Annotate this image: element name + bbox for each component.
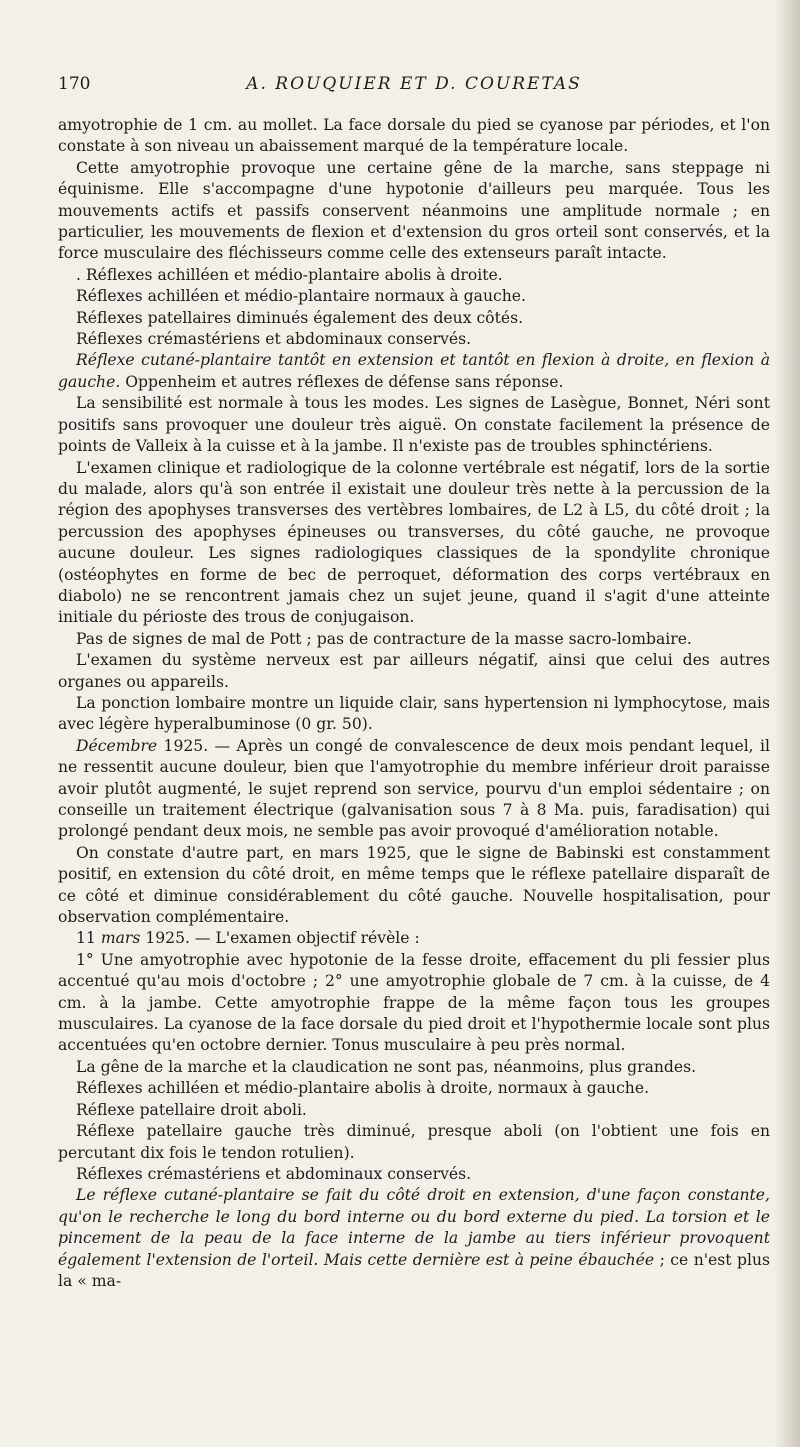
- paragraph-18: Réflexes achilléen et médio-plantaire abolis à droite, normaux à gauche.: [76, 1079, 650, 1098]
- paragraph-13-rest: 1925. — Après un congé de convalescence de deux mois pendant lequel, il ne ressentit aucune douleur, bien que l'amyotrophie du membre inférieur droit paraisse avoir plutôt augmenté, le sujet reprend son service, pourvu d'un emploi sédentaire ; on conseille un traitement électrique (galvanisation sous 7 à 8 Ma. puis, faradisation) qui prolongé pendant deux mois, ne semble pas avoir provoqué d'amélioration notable.: [58, 736, 770, 841]
- paragraph-14: On constate d'autre part, en mars 1925, que le signe de Babinski est constamment positif, en extension du côté droit, en même temps que le réflexe patellaire disparaît de ce côté et diminue considérablement du côté gauche. Nouvelle hospitalisation, pour observation complémentaire.: [58, 843, 770, 927]
- paragraph-5: Réflexes patellaires diminués également des deux côtés.: [76, 308, 524, 327]
- paragraph-20: Réflexe patellaire gauche très diminué, presque aboli (on l'obtient une fois en percutant dix fois le tendon rotulien).: [58, 1122, 770, 1162]
- paragraph-22: [58, 1185, 770, 1292]
- paragraph-11: L'examen du système nerveux est par ailleurs négatif, ainsi que celui des autres organes ou appareils.: [58, 651, 770, 691]
- paragraph-8: La sensibilité est normale à tous les modes. Les signes de Lasègue, Bonnet, Néri sont positifs sans provoquer une douleur très aiguë. On constate facilement la présence de points de Valleix à la cuisse et à la jambe. Il n'existe pas de troubles sphinctériens.: [58, 394, 770, 456]
- page-header: [58, 74, 770, 98]
- paragraph-19: Réflexe patellaire droit aboli.: [76, 1100, 307, 1119]
- paragraph-4: Réflexes achilléen et médio-plantaire normaux à gauche.: [76, 287, 526, 306]
- paragraph-3: . Réflexes achilléen et médio-plantaire abolis à droite.: [76, 265, 503, 284]
- paragraph-16: 1° Une amyotrophie avec hypotonie de la fesse droite, effacement du pli fessier plus accentué qu'au mois d'octobre ; 2° une amyotrophie globale de 7 cm. à la cuisse, de 4 cm. à la jambe. Cette amyotrophie frappe de la même façon tous les groupes musculaires. La cyanose de la face dorsale du pied droit et l'hypothermie locale sont plus accentuées qu'en octobre dernier. Tonus musculaire à peu près normal.: [58, 950, 770, 1055]
- paragraph-2: Cette amyotrophie provoque une certaine gêne de la marche, sans steppage ni équinisme. Elle s'accompagne d'une hypotonie d'ailleurs peu marquée. Tous les mouvements actifs et passifs conservent néanmoins une amplitude normale ; en particulier, les mouvements de flexion et d'extension du gros orteil sont conservés, et la force musculaire des fléchisseurs comme celle des extenseurs paraît intacte.: [58, 158, 770, 263]
- page-edge-shadow: [774, 0, 800, 1447]
- paragraph-15-rest: 1925. — L'examen objectif révèle :: [140, 929, 420, 948]
- paragraph-13-italic: Décembre: [76, 736, 158, 755]
- running-head: A. ROUQUIER ET D. COURETAS: [246, 74, 582, 94]
- paragraph-22-rest: ; ce n'est plus la « ma-: [58, 1250, 770, 1290]
- paragraph-6: Réflexes crémastériens et abdominaux conservés.: [76, 330, 472, 349]
- paragraph-13: [58, 736, 770, 843]
- paragraph-1: amyotrophie de 1 cm. au mollet. La face dorsale du pied se cyanose par périodes, et l'on constate à son niveau un abaissement marqué de la température locale.: [58, 116, 770, 156]
- paragraph-15-italic: mars: [100, 929, 141, 948]
- paragraph-10: Pas de signes de mal de Pott ; pas de contracture de la masse sacro-lombaire.: [76, 629, 692, 648]
- paragraph-22-italic: Le réflexe cutané-plantaire se fait du côté droit en extension, d'une façon constante, qu'on le recherche le long du bord interne ou du bord externe du pied. La torsion et le pincement de la peau de la face interne de la jambe au tiers inférieur provoquent également l'extension de l'orteil. Mais cette dernière est à peine ébauchée: [58, 1186, 770, 1269]
- paragraph-9: L'examen clinique et radiologique de la colonne vertébrale est négatif, lors de la sortie du malade, alors qu'à son entrée il existait une douleur très nette à la percussion de la région des apophyses transverses des vertèbres lombaires, de L2 à L5, du côté droit ; la percussion des apophyses épineuses ou transverses, du côté gauche, ne provoque aucune douleur. Les signes radiologiques classiques de la spondylite chronique (ostéophytes en forme de bec de perroquet, déformation des corps vertébraux en diabolo) ne se rencontrent jamais chez un sujet jeune, quand il s'agit d'une atteinte initiale du périoste des trous de conjugaison.: [58, 458, 770, 627]
- page-number: 170: [58, 74, 91, 94]
- paragraph-17: La gêne de la marche et la claudication ne sont pas, néanmoins, plus grandes.: [76, 1057, 697, 1076]
- paragraph-12: La ponction lombaire montre un liquide clair, sans hypertension ni lymphocytose, mais avec légère hyperalbuminose (0 gr. 50).: [58, 693, 770, 734]
- paragraph-7-italic: Réflexe cutané-plantaire tantôt en extension et tantôt en flexion à droite, en flexion à gauche.: [58, 351, 770, 391]
- paragraph-7: [58, 350, 770, 393]
- paragraph-7-rest: Oppenheim et autres réflexes de défense sans réponse.: [120, 372, 564, 391]
- paragraph-15: [58, 928, 770, 949]
- body-text: [58, 115, 770, 1292]
- paragraph-15-pre: 11: [76, 929, 101, 948]
- paragraph-21: Réflexes crémastériens et abdominaux conservés.: [76, 1164, 472, 1183]
